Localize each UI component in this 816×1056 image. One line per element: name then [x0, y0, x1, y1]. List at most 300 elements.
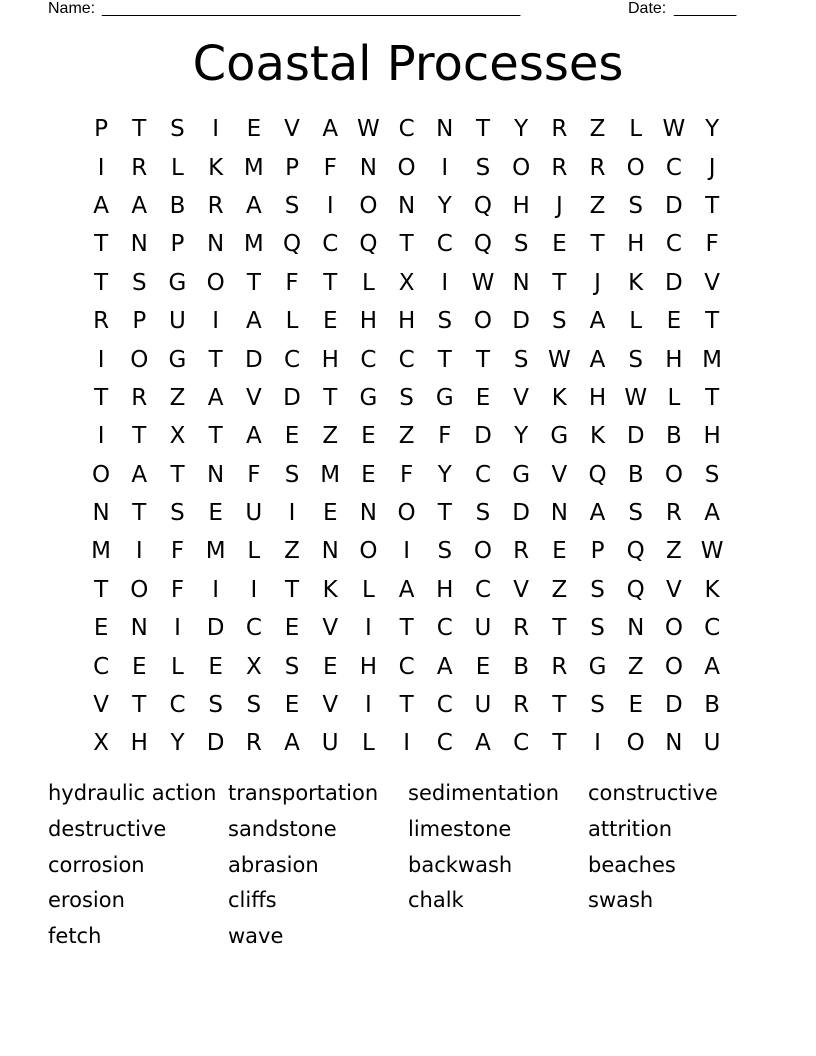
- grid-cell: C: [322, 231, 339, 258]
- word-list-item: destructive: [48, 816, 167, 841]
- grid-cell: U: [474, 692, 492, 719]
- grid-cell: T: [285, 576, 300, 603]
- grid-cell: Z: [398, 423, 415, 450]
- grid-cell: C: [436, 231, 453, 258]
- grid-cell: C: [665, 154, 682, 181]
- grid-cell: R: [513, 692, 530, 719]
- grid-cell: L: [361, 730, 375, 757]
- grid-cell: U: [474, 615, 492, 642]
- word-list-item: constructive: [588, 781, 718, 805]
- grid-cell: T: [705, 308, 720, 335]
- grid-cell: Z: [627, 653, 644, 680]
- word-list-item: beaches: [588, 852, 676, 877]
- grid-cell: L: [247, 538, 261, 565]
- grid-cell: U: [245, 500, 263, 527]
- grid-row: [82, 110, 732, 148]
- grid-cell: S: [628, 192, 644, 219]
- grid-cell: O: [130, 576, 149, 603]
- grid-cell: T: [552, 730, 567, 757]
- grid-cell: T: [170, 461, 185, 488]
- grid-cell: T: [475, 116, 490, 143]
- grid-cell: O: [473, 538, 493, 565]
- grid-cell: X: [245, 653, 262, 680]
- grid-cell: A: [589, 346, 606, 373]
- grid-row: [82, 264, 732, 302]
- grid-cell: S: [208, 692, 223, 719]
- grid-cell: E: [361, 423, 376, 450]
- grid-cell: T: [132, 692, 147, 719]
- grid-cell: I: [97, 346, 105, 373]
- grid-cell: S: [284, 653, 300, 680]
- word-list-item: abrasion: [228, 852, 319, 877]
- grid-cell: Q: [588, 461, 607, 488]
- grid-cell: T: [94, 576, 109, 603]
- grid-cell: H: [703, 423, 721, 450]
- grid-cell: D: [665, 192, 683, 219]
- grid-cell: I: [212, 116, 220, 143]
- grid-cell: D: [512, 500, 531, 527]
- grid-cell: E: [208, 500, 223, 527]
- grid-cell: Q: [282, 231, 302, 258]
- grid-cell: T: [590, 231, 605, 258]
- grid-cell: A: [207, 384, 224, 411]
- grid-cell: I: [250, 576, 258, 603]
- grid-cell: Y: [170, 730, 185, 757]
- grid-cell: V: [93, 692, 109, 719]
- grid-cell: T: [475, 346, 490, 373]
- grid-cell: M: [91, 538, 112, 565]
- grid-cell: I: [326, 192, 334, 219]
- grid-cell: Z: [589, 192, 606, 219]
- grid-cell: H: [512, 192, 530, 219]
- grid-row: [82, 148, 732, 186]
- grid-row: [82, 532, 732, 570]
- grid-cell: G: [168, 346, 187, 373]
- grid-cell: Q: [359, 231, 378, 258]
- grid-row: [82, 417, 732, 455]
- grid-cell: F: [170, 538, 185, 565]
- grid-cell: E: [246, 116, 262, 143]
- grid-cell: B: [169, 192, 186, 219]
- grid-cell: S: [170, 116, 185, 143]
- grid-row: [82, 647, 732, 685]
- grid-cell: S: [170, 500, 185, 527]
- grid-cell: R: [513, 538, 530, 565]
- grid-cell: S: [284, 461, 300, 488]
- grid-cell: J: [555, 192, 563, 219]
- word-list-item: backwash: [408, 852, 513, 877]
- grid-cell: R: [551, 154, 568, 181]
- grid-cell: T: [437, 346, 452, 373]
- grid-cell: V: [284, 116, 300, 143]
- grid-cell: A: [589, 308, 606, 335]
- grid-cell: O: [397, 500, 416, 527]
- grid-cell: R: [551, 653, 568, 680]
- grid-cell: O: [626, 730, 645, 757]
- grid-cell: R: [93, 308, 110, 335]
- grid-cell: R: [207, 192, 224, 219]
- grid-cell: N: [321, 538, 339, 565]
- grid-cell: N: [436, 116, 454, 143]
- grid-cell: T: [552, 269, 567, 296]
- grid-cell: Y: [437, 192, 452, 219]
- grid-cell: I: [288, 500, 296, 527]
- grid-cell: Q: [473, 192, 493, 219]
- grid-cell: N: [627, 615, 645, 642]
- grid-cell: G: [512, 461, 531, 488]
- name-field-line: _______________________________________________: [102, 0, 521, 17]
- grid-cell: W: [471, 269, 495, 296]
- grid-cell: W: [547, 346, 571, 373]
- grid-row: [82, 571, 732, 609]
- grid-cell: S: [590, 692, 605, 719]
- grid-row: [82, 456, 732, 494]
- grid-cell: Z: [322, 423, 339, 450]
- grid-cell: C: [284, 346, 301, 373]
- grid-cell: E: [475, 384, 491, 411]
- grid-row: [82, 340, 732, 378]
- grid-cell: M: [243, 231, 264, 258]
- word-list-item: cliffs: [228, 888, 277, 913]
- grid-cell: O: [512, 154, 531, 181]
- grid-cell: S: [552, 308, 567, 335]
- grid-cell: H: [359, 653, 378, 680]
- grid-cell: N: [550, 500, 568, 527]
- grid-cell: A: [245, 423, 262, 450]
- name-label: Name:: [48, 0, 96, 17]
- grid-cell: S: [590, 615, 605, 642]
- grid-cell: D: [474, 423, 492, 450]
- grid-row: [82, 302, 732, 340]
- grid-cell: V: [666, 576, 682, 603]
- grid-cell: C: [665, 231, 682, 258]
- grid-cell: S: [475, 500, 491, 527]
- grid-cell: Y: [514, 423, 529, 450]
- grid-cell: G: [168, 269, 187, 296]
- grid-cell: V: [322, 692, 339, 719]
- grid-cell: Z: [551, 576, 568, 603]
- grid-cell: Z: [169, 384, 186, 411]
- grid-cell: T: [323, 384, 338, 411]
- grid-cell: O: [92, 461, 111, 488]
- grid-cell: Y: [705, 116, 720, 143]
- grid-cell: O: [473, 308, 493, 335]
- grid-cell: E: [552, 231, 567, 258]
- grid-cell: A: [436, 653, 453, 680]
- word-list-item: attrition: [588, 816, 673, 841]
- grid-cell: H: [436, 576, 454, 603]
- grid-cell: Y: [514, 116, 529, 143]
- grid-cell: S: [628, 500, 644, 527]
- grid-cell: R: [665, 500, 682, 527]
- grid-cell: I: [441, 154, 449, 181]
- grid-cell: S: [437, 538, 453, 565]
- grid-cell: D: [206, 730, 225, 757]
- letter-grid: [82, 110, 732, 763]
- grid-row: [82, 225, 732, 263]
- grid-cell: O: [206, 269, 225, 296]
- grid-cell: C: [513, 730, 530, 757]
- word-list-item: limestone: [408, 816, 512, 841]
- grid-cell: T: [94, 231, 109, 258]
- grid-cell: F: [705, 231, 719, 258]
- grid-cell: C: [704, 615, 721, 642]
- grid-cell: I: [174, 615, 181, 642]
- grid-cell: C: [398, 653, 415, 680]
- grid-cell: T: [132, 423, 147, 450]
- grid-cell: A: [245, 308, 262, 335]
- grid-cell: R: [131, 384, 148, 411]
- grid-cell: I: [97, 423, 105, 450]
- grid-cell: K: [704, 576, 720, 603]
- grid-cell: I: [365, 692, 372, 719]
- grid-cell: D: [665, 269, 683, 296]
- grid-cell: B: [666, 423, 682, 450]
- grid-cell: T: [705, 384, 720, 411]
- grid-cell: I: [212, 576, 220, 603]
- grid-cell: E: [284, 423, 300, 450]
- grid-row: [82, 686, 732, 724]
- grid-cell: T: [552, 615, 567, 642]
- grid-cell: S: [475, 154, 491, 181]
- grid-cell: C: [169, 692, 186, 719]
- grid-cell: H: [588, 384, 607, 411]
- grid-cell: R: [589, 154, 606, 181]
- grid-row: [82, 724, 732, 762]
- word-list-item: sandstone: [228, 816, 337, 841]
- grid-cell: L: [629, 308, 643, 335]
- grid-cell: V: [322, 615, 339, 642]
- grid-cell: F: [438, 423, 452, 450]
- grid-cell: Z: [284, 538, 300, 565]
- grid-cell: A: [398, 576, 415, 603]
- grid-cell: A: [93, 192, 109, 219]
- grid-cell: D: [283, 384, 301, 411]
- grid-cell: V: [704, 269, 720, 296]
- grid-cell: V: [513, 384, 530, 411]
- word-list-item: hydraulic action: [48, 781, 217, 805]
- grid-row: [82, 494, 732, 532]
- grid-cell: N: [130, 615, 148, 642]
- grid-cell: E: [208, 653, 223, 680]
- grid-cell: O: [664, 615, 683, 642]
- grid-cell: I: [594, 730, 601, 757]
- grid-cell: K: [208, 154, 224, 181]
- grid-cell: A: [475, 730, 491, 757]
- grid-cell: Z: [666, 538, 682, 565]
- grid-cell: Q: [626, 538, 645, 565]
- grid-cell: P: [94, 116, 109, 143]
- grid-row: [82, 379, 732, 417]
- grid-cell: S: [513, 231, 529, 258]
- grid-cell: S: [131, 269, 147, 296]
- grid-cell: K: [551, 384, 567, 411]
- grid-cell: R: [245, 730, 262, 757]
- grid-cell: S: [628, 346, 644, 373]
- grid-cell: M: [320, 461, 341, 488]
- grid-cell: T: [132, 116, 147, 143]
- grid-cell: B: [513, 653, 530, 680]
- grid-cell: N: [397, 192, 416, 219]
- grid-cell: S: [437, 308, 453, 335]
- word-list-item: fetch: [48, 924, 102, 949]
- grid-cell: M: [243, 154, 264, 181]
- page-title: Coastal Processes: [192, 36, 624, 92]
- grid-cell: F: [323, 154, 337, 181]
- grid-cell: P: [285, 154, 299, 181]
- grid-cell: Z: [589, 116, 606, 143]
- grid-cell: T: [94, 269, 109, 296]
- grid-cell: I: [365, 615, 372, 642]
- grid-cell: N: [359, 154, 378, 181]
- grid-cell: R: [513, 615, 530, 642]
- grid-cell: O: [130, 346, 149, 373]
- grid-cell: A: [245, 192, 262, 219]
- grid-cell: T: [437, 500, 452, 527]
- grid-cell: M: [702, 346, 723, 373]
- grid-cell: W: [624, 384, 648, 411]
- grid-cell: E: [322, 308, 338, 335]
- grid-cell: C: [398, 346, 415, 373]
- grid-cell: P: [170, 231, 185, 258]
- grid-cell: O: [626, 154, 645, 181]
- grid-cell: E: [475, 653, 491, 680]
- grid-cell: U: [169, 308, 186, 335]
- grid-cell: D: [665, 692, 683, 719]
- grid-cell: A: [322, 116, 339, 143]
- grid-cell: F: [399, 461, 414, 488]
- grid-cell: D: [206, 615, 225, 642]
- grid-cell: T: [132, 500, 147, 527]
- word-list: [48, 776, 768, 955]
- grid-cell: N: [207, 231, 225, 258]
- grid-cell: E: [628, 692, 643, 719]
- grid-cell: N: [359, 500, 378, 527]
- grid-cell: T: [208, 346, 223, 373]
- grid-cell: C: [360, 346, 377, 373]
- grid-cell: B: [627, 461, 644, 488]
- grid-cell: H: [130, 730, 148, 757]
- grid-cell: K: [322, 576, 338, 603]
- grid-cell: C: [474, 576, 491, 603]
- grid-cell: Q: [473, 231, 493, 258]
- word-list-item: transportation: [228, 781, 379, 805]
- grid-cell: A: [131, 461, 148, 488]
- grid-cell: E: [322, 653, 338, 680]
- grid-cell: O: [397, 154, 416, 181]
- grid-cell: C: [436, 730, 453, 757]
- grid-cell: A: [284, 730, 300, 757]
- grid-cell: S: [246, 692, 262, 719]
- grid-cell: A: [704, 500, 720, 527]
- header-line: [48, 0, 748, 20]
- grid-cell: A: [131, 192, 148, 219]
- grid-cell: R: [131, 154, 148, 181]
- grid-row: [82, 187, 732, 225]
- grid-cell: W: [357, 116, 380, 143]
- grid-cell: C: [245, 615, 262, 642]
- grid-cell: T: [94, 384, 109, 411]
- grid-cell: O: [359, 538, 378, 565]
- grid-cell: L: [285, 308, 299, 335]
- word-list-item: corrosion: [48, 852, 145, 877]
- grid-cell: E: [284, 615, 300, 642]
- word-list-item: erosion: [48, 888, 125, 913]
- grid-cell: E: [93, 615, 109, 642]
- grid-cell: G: [588, 653, 607, 680]
- grid-cell: H: [665, 346, 683, 373]
- grid-cell: K: [628, 269, 644, 296]
- grid-cell: V: [513, 576, 530, 603]
- grid-cell: U: [703, 730, 721, 757]
- grid-cell: E: [132, 653, 147, 680]
- grid-cell: Q: [626, 576, 645, 603]
- grid-cell: C: [436, 615, 453, 642]
- grid-cell: J: [708, 154, 716, 181]
- grid-cell: T: [399, 692, 414, 719]
- grid-cell: L: [171, 154, 184, 181]
- grid-cell: W: [700, 538, 724, 565]
- grid-cell: I: [135, 538, 143, 565]
- grid-cell: M: [205, 538, 226, 565]
- grid-cell: O: [664, 461, 683, 488]
- grid-cell: T: [399, 615, 414, 642]
- grid-cell: E: [666, 308, 682, 335]
- grid-cell: E: [361, 461, 376, 488]
- date-label: Date:: [628, 0, 667, 17]
- grid-cell: U: [321, 730, 339, 757]
- grid-cell: S: [284, 192, 300, 219]
- grid-cell: O: [359, 192, 378, 219]
- grid-row: [82, 609, 732, 647]
- grid-cell: F: [170, 576, 185, 603]
- grid-cell: E: [322, 500, 338, 527]
- grid-cell: I: [441, 269, 449, 296]
- grid-cell: P: [132, 308, 147, 335]
- grid-cell: H: [627, 231, 645, 258]
- grid-cell: S: [590, 576, 605, 603]
- grid-cell: B: [704, 692, 720, 719]
- grid-cell: I: [403, 730, 410, 757]
- grid-cell: L: [667, 384, 681, 411]
- grid-cell: D: [244, 346, 263, 373]
- grid-cell: V: [245, 384, 262, 411]
- word-list-item: sedimentation: [408, 781, 560, 805]
- grid-cell: X: [169, 423, 186, 450]
- grid-cell: F: [247, 461, 261, 488]
- grid-cell: C: [436, 692, 453, 719]
- grid-cell: T: [246, 269, 261, 296]
- word-list-item: wave: [228, 924, 284, 949]
- grid-cell: Y: [437, 461, 452, 488]
- grid-cell: H: [359, 308, 378, 335]
- grid-cell: T: [399, 231, 414, 258]
- grid-cell: T: [552, 692, 567, 719]
- word-list-item: chalk: [408, 888, 464, 913]
- grid-cell: E: [552, 538, 567, 565]
- grid-cell: S: [704, 461, 720, 488]
- grid-cell: H: [397, 308, 416, 335]
- grid-cell: N: [207, 461, 225, 488]
- grid-cell: D: [626, 423, 645, 450]
- grid-cell: N: [665, 730, 683, 757]
- grid-cell: G: [550, 423, 569, 450]
- grid-cell: D: [512, 308, 531, 335]
- grid-cell: T: [705, 192, 720, 219]
- grid-cell: C: [474, 461, 491, 488]
- grid-cell: O: [664, 653, 683, 680]
- grid-cell: F: [285, 269, 299, 296]
